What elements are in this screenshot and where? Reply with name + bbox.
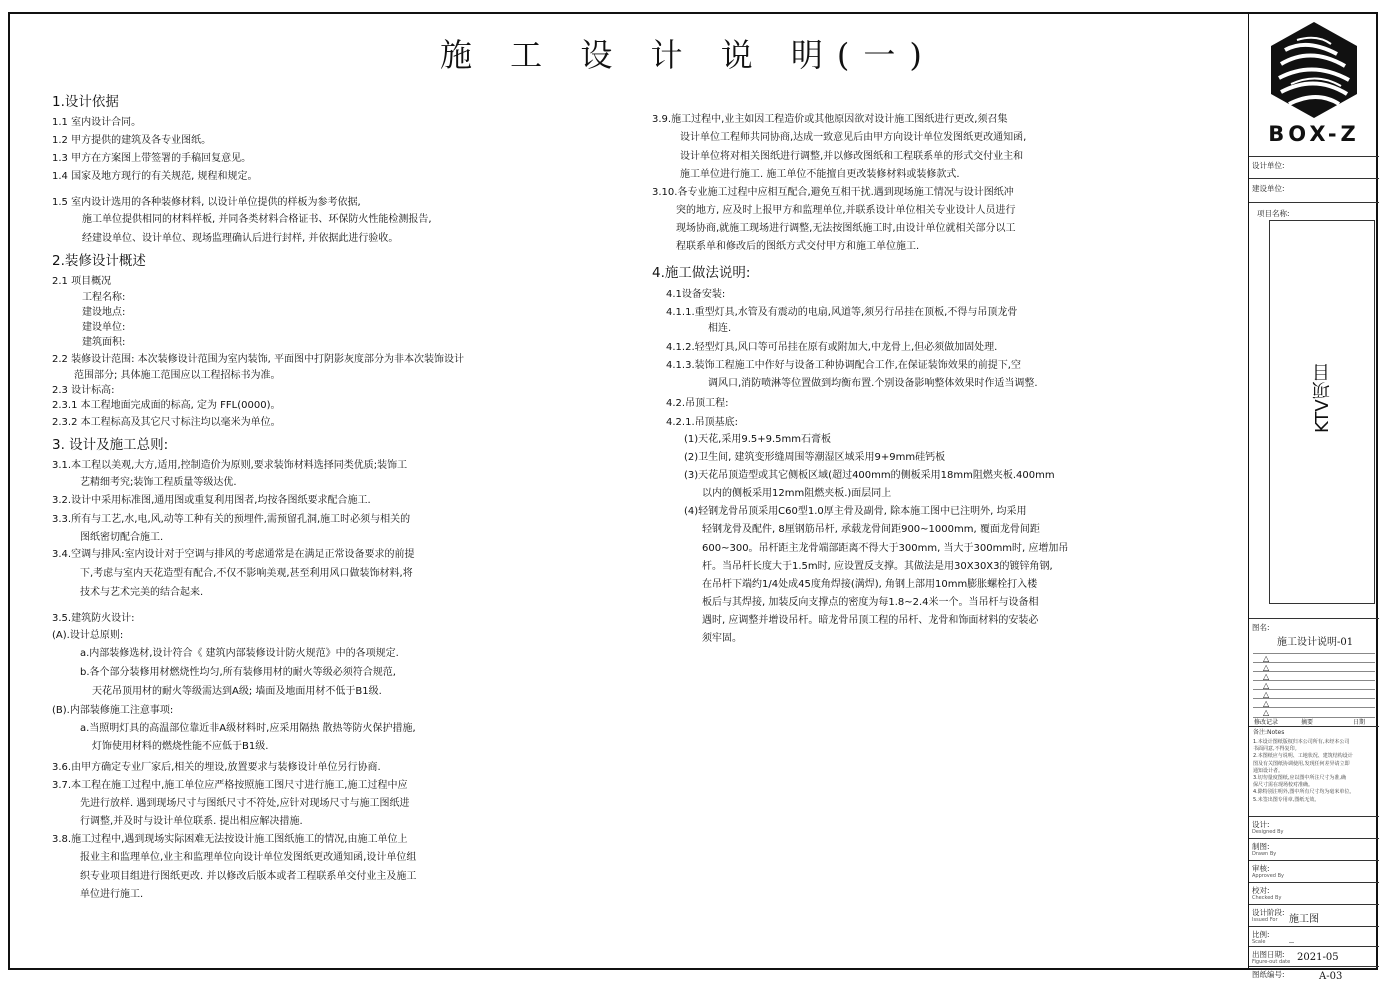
field-sublabel: Figure-out date	[1252, 959, 1291, 965]
spec-line: 突的地方, 应及时上报甲方和监理单位,并联系设计单位相关专业设计人员进行	[676, 205, 1016, 216]
spec-line: 设计单位将对相关图纸进行调整,并以修改图纸和工程联系单的形式交付业主和	[680, 151, 1024, 162]
revision-row	[1253, 653, 1375, 662]
spec-line: 4.1设备安装:	[666, 289, 726, 300]
section-heading: 2.装修设计概述	[52, 253, 146, 269]
spec-line: 1.1 室内设计合同。	[52, 117, 142, 128]
section-heading: 4.施工做法说明:	[652, 265, 751, 281]
revision-row	[1253, 707, 1375, 716]
note-line: 保尺寸需在现场校对准确。	[1253, 782, 1314, 789]
spec-line: 灯饰使用材料的燃烧性能不应低于B1级.	[92, 741, 269, 752]
field-sublabel: Issued For	[1252, 917, 1278, 923]
spec-line: 2.1 项目概况	[52, 276, 112, 287]
spec-line: 1.3 甲方在方案图上带签署的手稿回复意见。	[52, 153, 252, 164]
spec-line: 4.2.吊顶工程:	[666, 398, 729, 409]
spec-line: 3.9.施工过程中,业主如因工程造价或其他原因欲对设计施工图纸进行更改,须召集	[652, 114, 1008, 125]
spec-line: 3.2.设计中采用标准图,通用图或重复利用图者,均按各图纸要求配合施工.	[52, 495, 371, 506]
spec-line: a.当照明灯具的高温部位靠近非A级材料时,应采用隔热 散热等防火保护措施,	[80, 723, 416, 734]
spec-line: 调风口,消防喷淋等位置做到均衡布置.个别设备影响整体效果时作适当调整.	[708, 378, 1038, 389]
field-row	[1249, 926, 1379, 946]
spec-line: (B).内部装修施工注意事项:	[52, 705, 174, 716]
field-value: 2021-05	[1297, 952, 1339, 963]
spec-line: 1.2 甲方提供的建筑及各专业图纸。	[52, 135, 212, 146]
spec-line: 板后与其焊接, 加装反向支撑点的密度为每1.8~2.4米一个。当吊杆与设备相	[702, 597, 1039, 608]
project-name-box	[1269, 220, 1375, 604]
spec-line: 设计单位工程师共同协商,达成一致意见后由甲方向设计单位发图纸更改通知函,	[680, 132, 1027, 143]
revision-row	[1253, 671, 1375, 680]
revision-row	[1253, 680, 1375, 689]
revision-mark-icon: △	[1263, 672, 1270, 681]
spec-line: 2.3.2 本工程标高及其它尺寸标注均以毫米为单位。	[52, 417, 281, 428]
revision-mark-icon: △	[1263, 708, 1270, 717]
project-label: 项目名称:	[1257, 209, 1290, 218]
design-unit-row	[1249, 156, 1379, 178]
field-value: 施工图	[1289, 914, 1319, 925]
rev-header-record: 修改记录	[1254, 719, 1279, 726]
revision-row	[1253, 662, 1375, 671]
spec-line: 报业主和监理单位,业主和监理单位向设计单位发图纸更改通知函,设计单位组	[80, 852, 417, 863]
note-line: 4.除特别注明外,图中所有尺寸均为毫米单位。	[1253, 789, 1355, 796]
build-unit-label: 建设单位:	[1252, 184, 1285, 193]
field-sublabel: Checked By	[1252, 895, 1282, 901]
spec-line: 经建设单位、设计单位、现场监理确认后进行封样, 并依据此进行验收。	[82, 233, 399, 244]
spec-line: 在吊杆下端约1/4处成45度角焊接(满焊), 角钢上部用10mm膨胀螺栓打入楼	[702, 579, 1038, 590]
spec-line: 3.3.所有与工艺,水,电,风,动等工种有关的预埋件,需预留孔洞,施工时必须与相关的	[52, 514, 411, 525]
spec-line: (1)天花,采用9.5+9.5mm石膏板	[684, 434, 832, 445]
notes-title: 备注:Notes	[1253, 729, 1285, 736]
revision-mark-icon: △	[1263, 654, 1270, 663]
revision-mark-icon: △	[1263, 690, 1270, 699]
note-line: 2.本图纸应与说明、工地状况、建筑结构设计	[1253, 753, 1353, 760]
spec-line: b.各个部分装修用材燃烧性均匀,所有装修用材的耐火等级必须符合规范,	[80, 667, 396, 678]
field-sublabel: Designed By	[1252, 829, 1284, 835]
spec-line: 3.8.施工过程中,遇到现场实际困难无法按设计施工图纸施工的情况,由施工单位上	[52, 834, 408, 845]
spec-line: 建筑面积:	[82, 337, 126, 348]
field-label: 图纸编号:	[1252, 970, 1285, 979]
spec-line: 图纸密切配合施工.	[80, 532, 164, 543]
field-value: _	[1289, 932, 1294, 943]
spec-line: 单位进行施工.	[80, 889, 144, 900]
spec-line: 建设单位:	[82, 322, 126, 333]
spec-line: 程联系单和修改后的图纸方式交付甲方和施工单位施工.	[676, 241, 920, 252]
spec-line: 3.4.空调与排风:室内设计对于空调与排风的考虑通常是在满足正常设备要求的前提	[52, 549, 415, 560]
logo-text: BOX-Z	[1268, 122, 1360, 146]
spec-line: 2.3 设计标高:	[52, 385, 115, 396]
spec-line: 行调整,并及时与设计单位联系. 提出相应解决措施.	[80, 816, 303, 827]
spec-line: (A).设计总原则:	[52, 630, 124, 641]
revision-mark-icon: △	[1263, 681, 1270, 690]
rev-header-date: 日期	[1353, 719, 1366, 726]
revision-row	[1253, 689, 1375, 698]
spec-line: 4.1.2.轻型灯具,风口等可吊挂在原有或附加大,中龙骨上,但必须做加固处理.	[666, 342, 998, 353]
spec-line: 建设地点:	[82, 307, 126, 318]
note-line: 书面同意,不得复印。	[1253, 746, 1300, 753]
notes-row	[1249, 726, 1379, 816]
spec-line: 1.5 室内设计选用的各种装修材料, 以设计单位提供的样板为参考依据,	[52, 197, 361, 208]
revision-mark-icon: △	[1263, 663, 1270, 672]
field-row	[1249, 816, 1379, 838]
spec-line: 范围部分; 具体施工范围应以工程招标书为准。	[74, 370, 281, 381]
spec-line: 4.1.3.装饰工程施工中作好与设备工种协调配合工作,在保证装饰效果的前提下,空	[666, 360, 1021, 371]
note-line: 1.本设计图纸版权归本公司所有,未经本公司	[1253, 739, 1350, 745]
box-z-logo-icon	[1267, 20, 1361, 120]
field-row	[1249, 946, 1379, 966]
spec-line: 4.1.1.重型灯具,水管及有震动的电扇,风道等,须另行吊挂在顶板,不得与吊顶龙骨	[666, 307, 1018, 318]
spec-line: a.内部装修选材,设计符合《 建筑内部装修设计防火规范》中的各项规定.	[80, 648, 399, 659]
spec-line: 3.6.由甲方确定专业厂家后,相关的埋设,放置要求与装修设计单位另行协商.	[52, 762, 381, 773]
field-row	[1249, 882, 1379, 904]
field-sublabel: Drawn By	[1252, 851, 1277, 857]
spec-line: 2.3.1 本工程地面完成面的标高, 定为 FFL(0000)。	[52, 400, 281, 411]
note-line: 3.切勿量度图纸,应以图中所注尺寸为准,确	[1253, 775, 1346, 781]
field-label: 出图日期:	[1252, 950, 1285, 959]
field-row	[1249, 838, 1379, 860]
spec-line: 施工单位进行施工. 施工单位不能擅自更改装修材料或装修款式.	[680, 169, 960, 180]
revision-row	[1253, 698, 1375, 707]
spec-line: 3.7.本工程在施工过程中,施工单位应严格按照施工图尺寸进行施工,施工过程中应	[52, 780, 408, 791]
project-name: KTV项目	[1312, 363, 1333, 433]
spec-line: 下,考虑与室内天花造型有配合,不仅不影响美观,甚至利用风口做装饰材料,将	[80, 568, 413, 579]
field-row	[1249, 860, 1379, 882]
spec-line: 现场协商,就施工现场进行调整,无法按图纸施工时,由设计单位就相关部分以工	[676, 223, 1016, 234]
spec-line: 以内的侧板采用12mm阻燃夹板.)面层同上	[702, 488, 892, 499]
drawing-name-row	[1249, 618, 1379, 726]
page-title: 施 工 设 计 说 明(一)	[440, 36, 936, 74]
note-line: 通知设计者。	[1253, 767, 1284, 774]
spec-line: 施工单位提供相同的材料样板, 并同各类材料合格证书、环保防火性能检测报告,	[82, 214, 432, 225]
spec-line: 天花吊顶用材的耐火等级需达到A级; 墙面及地面用材不低于B1级.	[92, 686, 382, 697]
spec-line: (2)卫生间, 建筑变形缝周围等潮湿区域采用9+9mm硅钙板	[684, 452, 946, 463]
spec-line: 3.1.本工程以美观,大方,适用,控制造价为原则,要求装饰材料选择同类优质;装饰工	[52, 460, 408, 471]
field-label: 设计阶段:	[1252, 908, 1285, 917]
note-line: 5.未签出图专用章,图纸无效。	[1253, 796, 1320, 803]
note-line: 图及有关图纸协调使用,发现任何差异请立即	[1253, 760, 1350, 767]
section-heading: 1.设计依据	[52, 94, 119, 110]
spec-line: 杆。当吊杆长度大于1.5m时, 应设置反支撑。其做法是用30X30X3的镀锌角钢,	[702, 561, 1053, 572]
field-value: A-03	[1319, 971, 1343, 982]
field-sublabel: Approved By	[1252, 873, 1284, 879]
spec-line: 工程名称:	[82, 292, 126, 303]
spec-line: (4)轻钢龙骨吊顶采用C60型1.0厚主骨及副骨, 除本施工图中已注明外, 均采用	[684, 506, 1027, 517]
field-label: 设计:	[1252, 820, 1270, 829]
field-label: 比例:	[1252, 930, 1270, 939]
field-sublabel: Scale	[1252, 939, 1266, 945]
field-row	[1249, 966, 1379, 982]
spec-line: 先进行放样. 遇到现场尺寸与图纸尺寸不符处,应针对现场尺寸与施工图纸进	[80, 798, 410, 809]
field-label: 校对:	[1252, 886, 1270, 895]
field-label: 制图:	[1252, 842, 1270, 851]
spec-line: 须牢固。	[702, 633, 742, 644]
title-block	[1248, 12, 1378, 982]
section-heading: 3. 设计及施工总则:	[52, 437, 169, 453]
build-unit-row	[1249, 178, 1379, 202]
design-unit-label: 设计单位:	[1252, 161, 1285, 170]
spec-line: 遇时, 应调整并增设吊杆。暗龙骨吊顶工程的吊杆、龙骨和饰面材料的安装必	[702, 615, 1039, 626]
field-label: 审核:	[1252, 864, 1270, 873]
spec-line: 4.2.1.吊顶基底:	[666, 417, 738, 428]
spec-line: 织专业项目组进行图纸更改. 并以修改后版本或者工程联系单交付业主及施工	[80, 871, 417, 882]
drawing-name-label: 图名:	[1252, 623, 1270, 632]
spec-line: 轻钢龙骨及配件, 8厘钢筋吊杆, 承载龙骨间距900~1000mm, 覆面龙骨间距	[702, 524, 1040, 535]
spec-line: 技术与艺术完美的结合起来.	[80, 587, 204, 598]
drawing-name: 施工设计说明-01	[1277, 637, 1354, 648]
spec-line: (3)天花吊顶造型或其它侧板区域(超过400mm的侧板采用18mm阻燃夹板.400mm	[684, 470, 1055, 481]
spec-line: 1.4 国家及地方现行的有关规范, 规程和规定。	[52, 171, 258, 182]
spec-line: 600~300。吊杆距主龙骨端部距离不得大于300mm, 当大于300mm时, 应增加吊	[702, 543, 1069, 554]
spec-line: 相连.	[708, 323, 732, 334]
rev-header-summary: 摘要	[1301, 719, 1314, 726]
field-row	[1249, 904, 1379, 926]
spec-line: 3.10.各专业施工过程中应相互配合,避免互相干扰.遇到现场施工情况与设计图纸冲	[652, 187, 1014, 198]
spec-line: 2.2 装修设计范围: 本次装修设计范围为室内装饰, 平面图中打阴影灰度部分为非本次装饰设计	[52, 354, 464, 365]
revision-mark-icon: △	[1263, 699, 1270, 708]
spec-line: 艺精细考究;装饰工程质量等级达优.	[80, 477, 237, 488]
spec-line: 3.5.建筑防火设计:	[52, 613, 135, 624]
